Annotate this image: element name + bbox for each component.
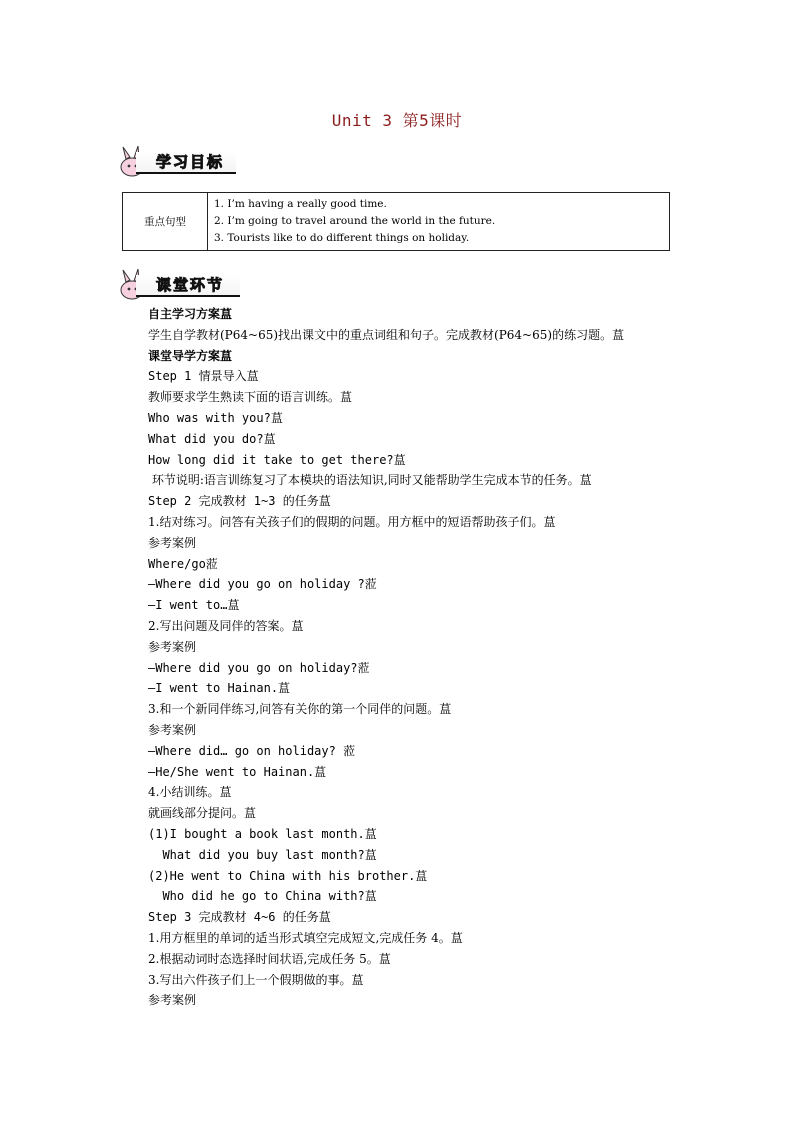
- text-line: 教师要求学生熟读下面的语言训练。蒀: [148, 390, 353, 405]
- text-line: 参考案例: [148, 993, 197, 1008]
- goals-banner: [118, 145, 240, 179]
- text-line: Who did he go to China with?蒀: [148, 889, 377, 904]
- text-line: (2)He went to China with his brother.蒀: [148, 868, 428, 883]
- step-heading: Step 1 情景导入蒀: [148, 369, 259, 384]
- text-line: 参考案例: [148, 722, 197, 737]
- step-heading: Step 2 完成教材 1~3 的任务蒀: [148, 494, 331, 509]
- text-line: —Where did… go on holiday? 蒞: [148, 743, 356, 758]
- text-line: 3.写出六件孩子们上一个假期做的事。蒀: [148, 972, 364, 987]
- text-line: 1.结对练习。问答有关孩子们的假期的问题。用方框中的短语帮助孩子们。蒀: [148, 514, 556, 529]
- goals-table-items: [208, 193, 670, 251]
- goals-table: [122, 192, 670, 251]
- text-line: —Where did you go on holiday ?蒞: [148, 577, 377, 592]
- text-line: —Where did you go on holiday?蒞: [148, 660, 370, 675]
- step-heading: Step 3 完成教材 4~6 的任务蒀: [148, 910, 331, 925]
- classroom-banner: [118, 268, 242, 302]
- classroom-banner-label: 课堂环节: [156, 276, 225, 294]
- text-line: —I went to Hainan.蒀: [148, 681, 291, 696]
- text-line: 环节说明:语言训练复习了本模块的语法知识,同时又能帮助学生完成本节的任务。蒀: [148, 473, 592, 488]
- text-line: What did you buy last month?蒀: [148, 847, 377, 862]
- goal-item: 3. Tourists like to do different things on holiday.: [214, 232, 470, 244]
- text-line: —I went to…蒀: [148, 598, 240, 613]
- text-line: 4.小结训练。蒀: [148, 785, 232, 800]
- goals-table-heading: 重点句型: [123, 193, 208, 251]
- text-line: 2.根据动词时态选择时间状语,完成任务 5。蒀: [148, 951, 391, 966]
- text-line: Who was with you?蒀: [148, 410, 283, 425]
- text-line: (1)I bought a book last month.蒀: [148, 826, 377, 841]
- text-line: How long did it take to get there?蒀: [148, 452, 406, 467]
- goal-item: 1. I’m having a really good time.: [214, 198, 387, 210]
- text-line: 1.用方框里的单词的适当形式填空完成短文,完成任务 4。蒀: [148, 930, 463, 945]
- goal-item: 2. I’m going to travel around the world in the future.: [214, 215, 496, 227]
- lesson-content: [148, 304, 708, 1011]
- text-line: Where/go蒞: [148, 556, 218, 571]
- section-heading: 自主学习方案蒀: [148, 307, 233, 321]
- text-line: 2.写出问题及同伴的答案。蒀: [148, 618, 304, 633]
- section-heading: 课堂导学方案蒀: [148, 348, 233, 363]
- text-line: 3.和一个新同伴练习,问答有关你的第一个同伴的问题。蒀: [148, 702, 452, 717]
- text-line: 就画线部分提问。蒀: [148, 806, 257, 821]
- text-line: What did you do?蒀: [148, 431, 276, 446]
- text-line: 参考案例: [148, 535, 197, 550]
- page-title: Unit 3 第5课时: [331, 111, 463, 130]
- text-line: 参考案例: [148, 639, 197, 654]
- text-line: 学生自学教材(P64~65)找出课文中的重点词组和句子。完成教材(P64~65)的练习题。蒀: [148, 327, 625, 342]
- goals-banner-label: 学习目标: [156, 153, 225, 171]
- text-line: —He/She went to Hainan.蒀: [148, 764, 327, 779]
